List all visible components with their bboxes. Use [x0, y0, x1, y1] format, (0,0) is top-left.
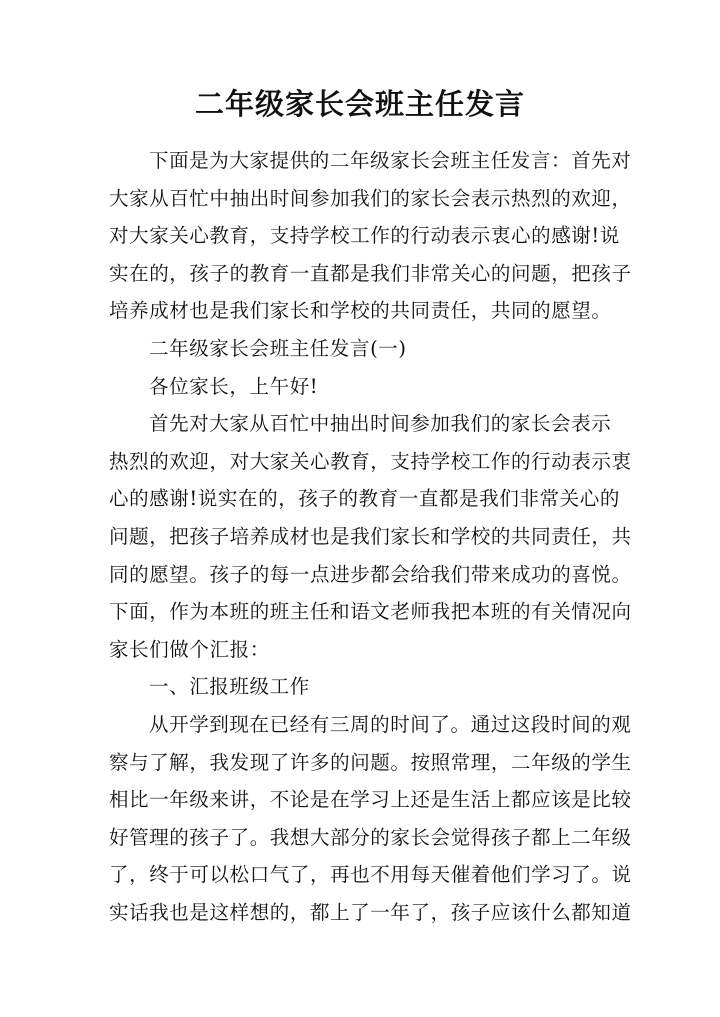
text-line: 二年级家长会班主任发言(一): [149, 336, 407, 360]
text-line: 问题，把孩子培养成材也是我们家长和学校的共同责任，共: [109, 524, 632, 548]
text-line: 从开学到现在已经有三周的时间了。通过这段时间的观: [149, 712, 632, 736]
text-line: 下面是为大家提供的二年级家长会班主任发言：首先对: [149, 149, 632, 172]
text-line: 首先对大家从百忙中抽出时间参加我们的家长会表示: [149, 412, 612, 436]
document-body: [109, 142, 632, 931]
text-line: 一、汇报班级工作: [149, 675, 310, 699]
text-line: 好管理的孩子了。我想大部分的家长会觉得孩子都上二年级: [109, 825, 632, 849]
text-line: 实话我也是这样想的，都上了一年了，孩子应该什么都知道: [109, 900, 632, 924]
text-line: 对大家关心教育，支持学校工作的行动表示衷心的感谢!说: [109, 224, 620, 248]
text-line: 察与了解，我发现了许多的问题。按照常理，二年级的学生: [109, 750, 632, 774]
text-line: 大家从百忙中抽出时间参加我们的家长会表示热烈的欢迎，: [109, 186, 632, 210]
text-line: 各位家长，上午好!: [149, 374, 319, 398]
text-line: 相比一年级来讲，不论是在学习上还是生活上都应该是比较: [109, 788, 632, 812]
text-line: 培养成材也是我们家长和学校的共同责任，共同的愿望。: [109, 299, 612, 323]
text-line: 实在的，孩子的教育一直都是我们非常关心的问题，把孩子: [109, 261, 632, 285]
text-line: 同的愿望。孩子的每一点进步都会给我们带来成功的喜悦。: [109, 562, 632, 586]
text-line: 下面，作为本班的班主任和语文老师我把本班的有关情况向: [109, 600, 632, 624]
text-line: 家长们做个汇报：: [109, 637, 270, 661]
text-line: 了，终于可以松口气了，再也不用每天催着他们学习了。说: [109, 863, 632, 887]
text-line: 热烈的欢迎，对大家关心教育，支持学校工作的行动表示衷: [109, 449, 632, 473]
document-title: 二年级家长会班主任发言: [194, 87, 525, 121]
text-line: 心的感谢!说实在的，孩子的教育一直都是我们非常关心的: [109, 487, 620, 511]
